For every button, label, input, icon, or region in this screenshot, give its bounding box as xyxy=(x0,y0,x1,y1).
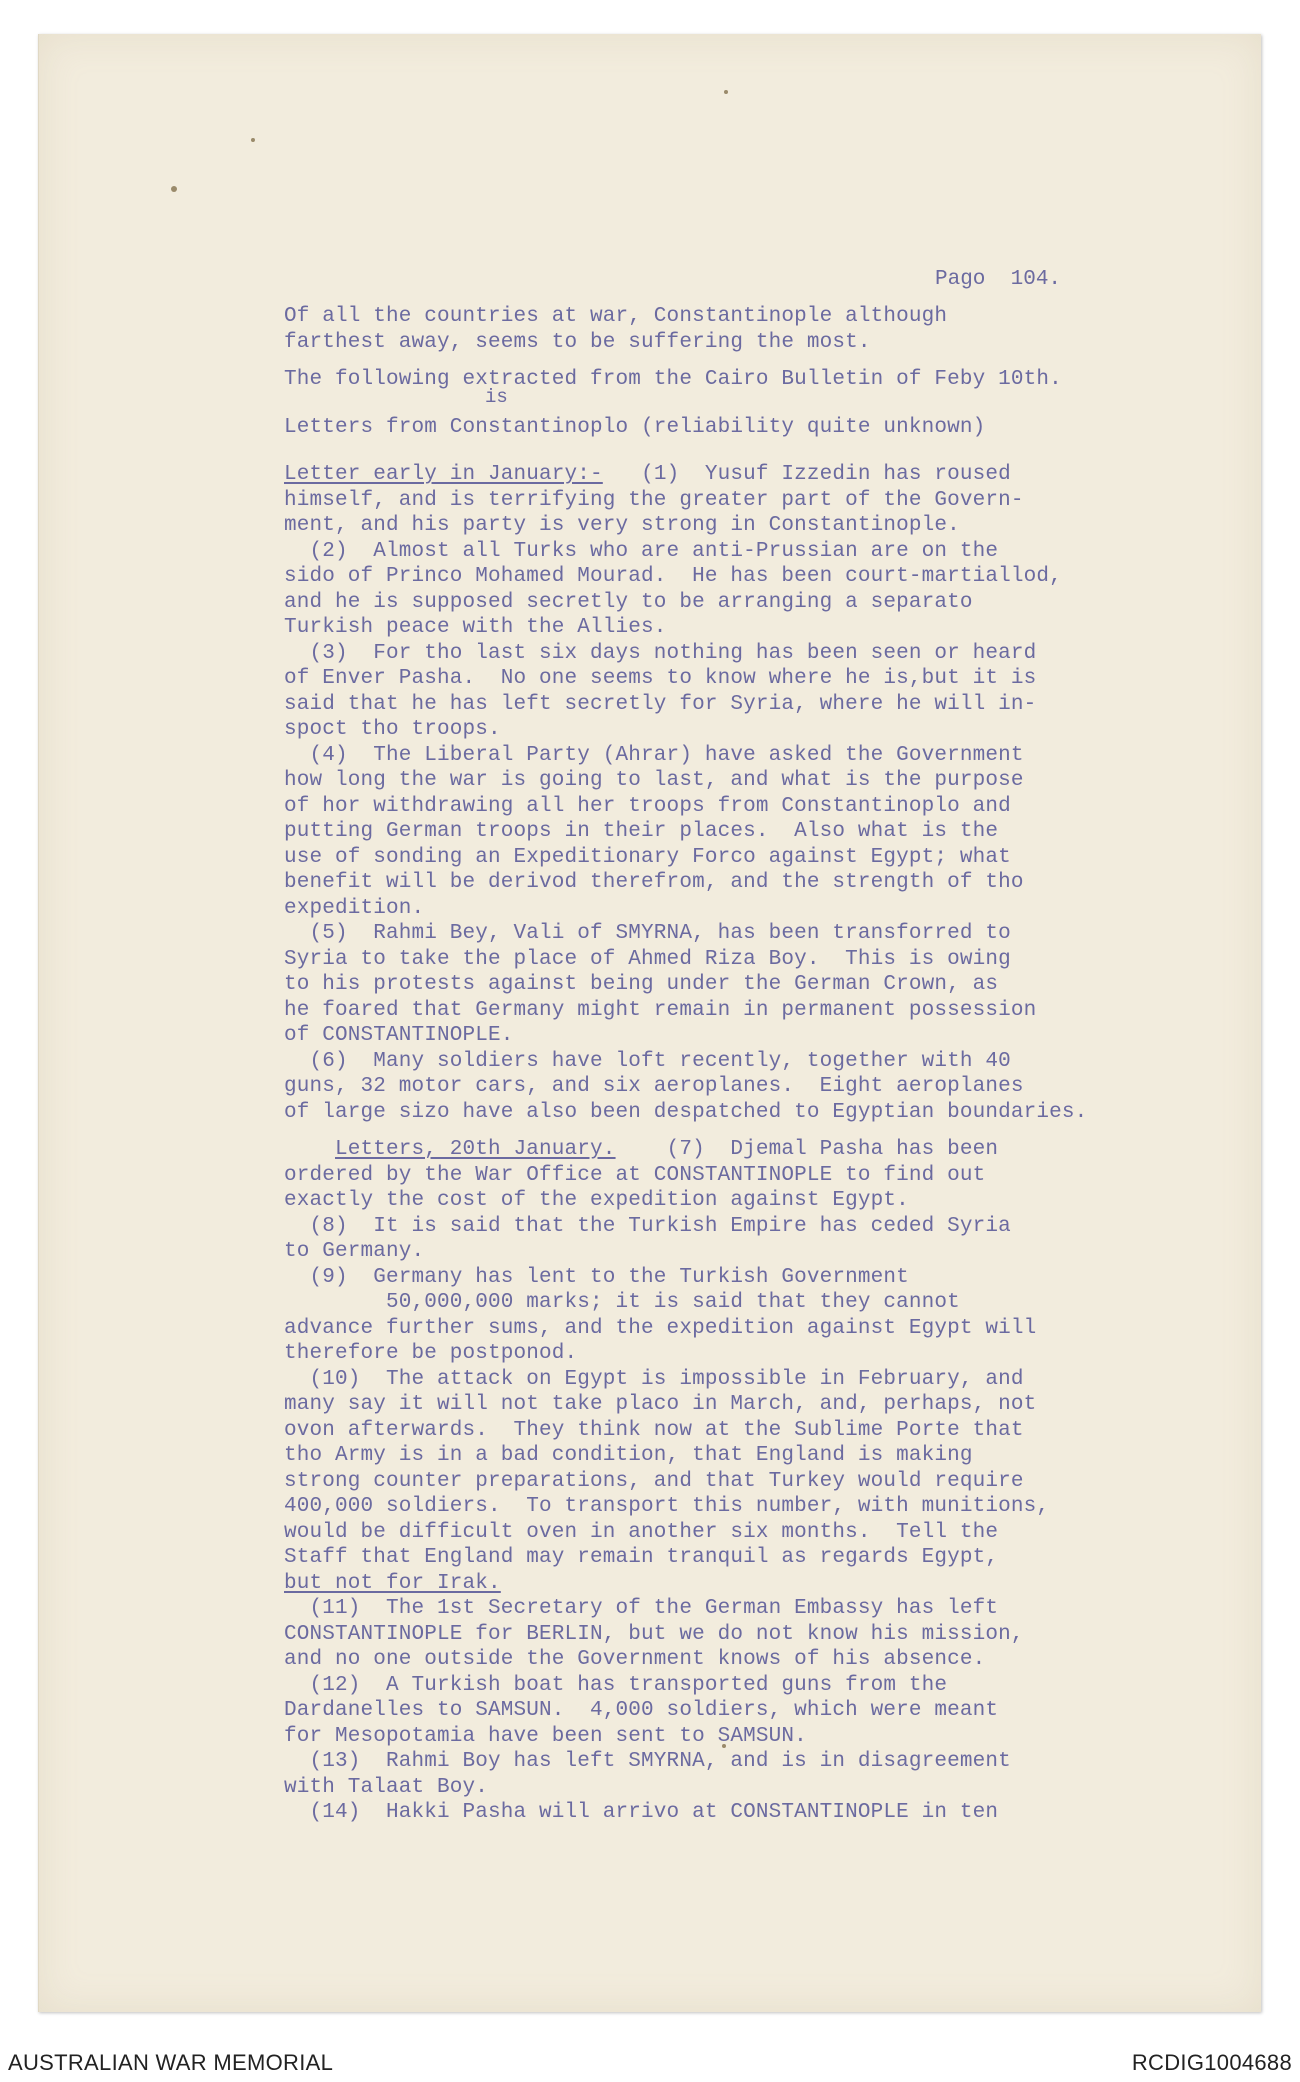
text-line: Turkish peace with the Allies. xyxy=(284,616,667,639)
text-line: farthest away, seems to be suffering the most. xyxy=(284,330,871,354)
punch-hole-mark xyxy=(251,138,255,142)
text-line: with Talaat Boy. xyxy=(284,1775,489,1799)
text-line: (10) The attack on Egypt is impossible in February, and xyxy=(284,1367,1024,1391)
text-line: he foared that Germany might remain in permanent possession xyxy=(284,998,1037,1022)
text-line: of hor withdrawing all her troops from Constantinoplo and xyxy=(284,794,1011,818)
underlined-heading: Letters, 20th January. xyxy=(335,1138,616,1161)
text-line: Of all the countries at war, Constantinople although xyxy=(284,305,948,328)
footer-document-id: RCDIG1004688 xyxy=(1131,2050,1292,2075)
text-line: exactly the cost of the expedition against Egypt. xyxy=(284,1189,909,1212)
text-line: tho Army is in a bad condition, that England is making xyxy=(284,1444,973,1467)
text-line: himself, and is terrifying the greater part of the Govern- xyxy=(284,488,1024,512)
text-line: and he is supposed secretly to be arranging a separato xyxy=(284,590,973,614)
text-line: Letters, 20th January. (7) Djemal Pasha has been xyxy=(335,1138,999,1161)
text-line: The following extracted from the Cairo Bulletin of Feby 10th. xyxy=(284,368,1062,391)
typed-text-body xyxy=(284,304,1244,1826)
text-line: Syria to take the place of Ahmed Riza Boy. This is owing xyxy=(284,947,1011,971)
text-line: (11) The 1st Secretary of the German Embassy has left xyxy=(284,1597,999,1620)
text-line: many say it will not take placo in March, and, perhaps, not xyxy=(284,1393,1037,1416)
text-line: strong counter preparations, and that Turkey would require xyxy=(284,1469,1024,1493)
line-gap xyxy=(284,440,1244,462)
text-line: (8) It is said that the Turkish Empire has ceded Syria xyxy=(284,1214,1011,1238)
text-line: ment, and his party is very strong in Constantinople. xyxy=(284,514,960,537)
text-line: of large sizo have also been despatched to Egyptian boundaries. xyxy=(284,1100,1088,1124)
text-line: use of sonding an Expeditionary Forco against Egypt; what xyxy=(284,845,1011,869)
text-line: would be difficult oven in another six months. Tell the xyxy=(284,1520,999,1544)
text-line: Staff that England may remain tranquil as regards Egypt, xyxy=(284,1546,999,1569)
punch-hole-mark xyxy=(171,186,177,192)
text-line: Letter early in January:- (1) Yusuf Izzedin has roused xyxy=(284,463,1011,486)
text-line: to Germany. xyxy=(284,1240,425,1263)
text-line: how long the war is going to last, and what is the purpose xyxy=(284,769,1024,792)
punch-hole-mark xyxy=(724,90,728,94)
line-gap xyxy=(284,355,1244,367)
text-line: said that he has left secretly for Syria, where he will in- xyxy=(284,692,1037,716)
text-line: sido of Princo Mohamed Mourad. He has been court-martiallod, xyxy=(284,565,1062,588)
text-line: (3) For tho last six days nothing has been seen or heard xyxy=(284,641,1037,665)
text-line xyxy=(284,1571,1244,1597)
text-line: guns, 32 motor cars, and six aeroplanes. Eight aeroplanes xyxy=(284,1075,1024,1098)
underlined-heading: but not for Irak. xyxy=(284,1571,501,1595)
text-line: and no one outside the Government knows of his absence. xyxy=(284,1648,986,1671)
text-line: ordered by the War Office at CONSTANTINOPLE to find out xyxy=(284,1163,986,1187)
footer-archive-name: AUSTRALIAN WAR MEMORIAL xyxy=(8,2050,334,2075)
text-line: of CONSTANTINOPLE. xyxy=(284,1024,514,1047)
text-line: (6) Many soldiers have loft recently, together with 40 xyxy=(284,1049,1011,1073)
text-line: therefore be postponod. xyxy=(284,1342,578,1365)
line-gap xyxy=(284,393,1244,415)
text-line: (2) Almost all Turks who are anti-Prussian are on the xyxy=(284,539,999,563)
text-line: putting German troops in their places. Also what is the xyxy=(284,820,999,843)
text-line: of Enver Pasha. No one seems to know where he is,but it is xyxy=(284,667,1037,690)
text-line: for Mesopotamia have been sent to SAMSUN. xyxy=(284,1724,807,1748)
text-line: ovon afterwards. They think now at the Sublime Porte that xyxy=(284,1418,1024,1442)
text-line: (9) Germany has lent to the Turkish Government xyxy=(284,1265,909,1289)
text-line: CONSTANTINOPLE for BERLIN, but we do not know his mission, xyxy=(284,1622,1024,1646)
text-line: spoct tho troops. xyxy=(284,718,501,741)
text-line: (12) A Turkish boat has transported guns from the xyxy=(284,1673,948,1697)
text-line: (5) Rahmi Bey, Vali of SMYRNA, has been transforred to xyxy=(284,922,1011,945)
text-line: (14) Hakki Pasha will arrivo at CONSTANTINOPLE in ten xyxy=(284,1801,999,1824)
text-line: 50,000,000 marks; it is said that they cannot xyxy=(284,1291,960,1314)
text-line: Letters from Constantinoplo (reliability quite unknown) xyxy=(284,415,986,439)
page-number: Pago 104. xyxy=(935,268,1062,291)
text-line: to his protests against being under the German Crown, as xyxy=(284,973,999,996)
text-line: advance further sums, and the expedition against Egypt will xyxy=(284,1316,1037,1340)
handwritten-insert-mark: is xyxy=(485,386,508,408)
text-line: Dardanelles to SAMSUN. 4,000 soldiers, which were meant xyxy=(284,1699,999,1722)
text-line: benefit will be derivod therefrom, and the strength of tho xyxy=(284,871,1024,894)
text-line: expedition. xyxy=(284,896,425,920)
text-line: (4) The Liberal Party (Ahrar) have asked the Government xyxy=(284,743,1024,767)
text-line: (13) Rahmi Boy has left SMYRNA, and is in disagreement xyxy=(284,1750,1011,1773)
underlined-heading: Letter early in January:- xyxy=(284,463,603,486)
text-line: 400,000 soldiers. To transport this number, with munitions, xyxy=(284,1495,1050,1518)
line-gap xyxy=(284,1125,1244,1137)
